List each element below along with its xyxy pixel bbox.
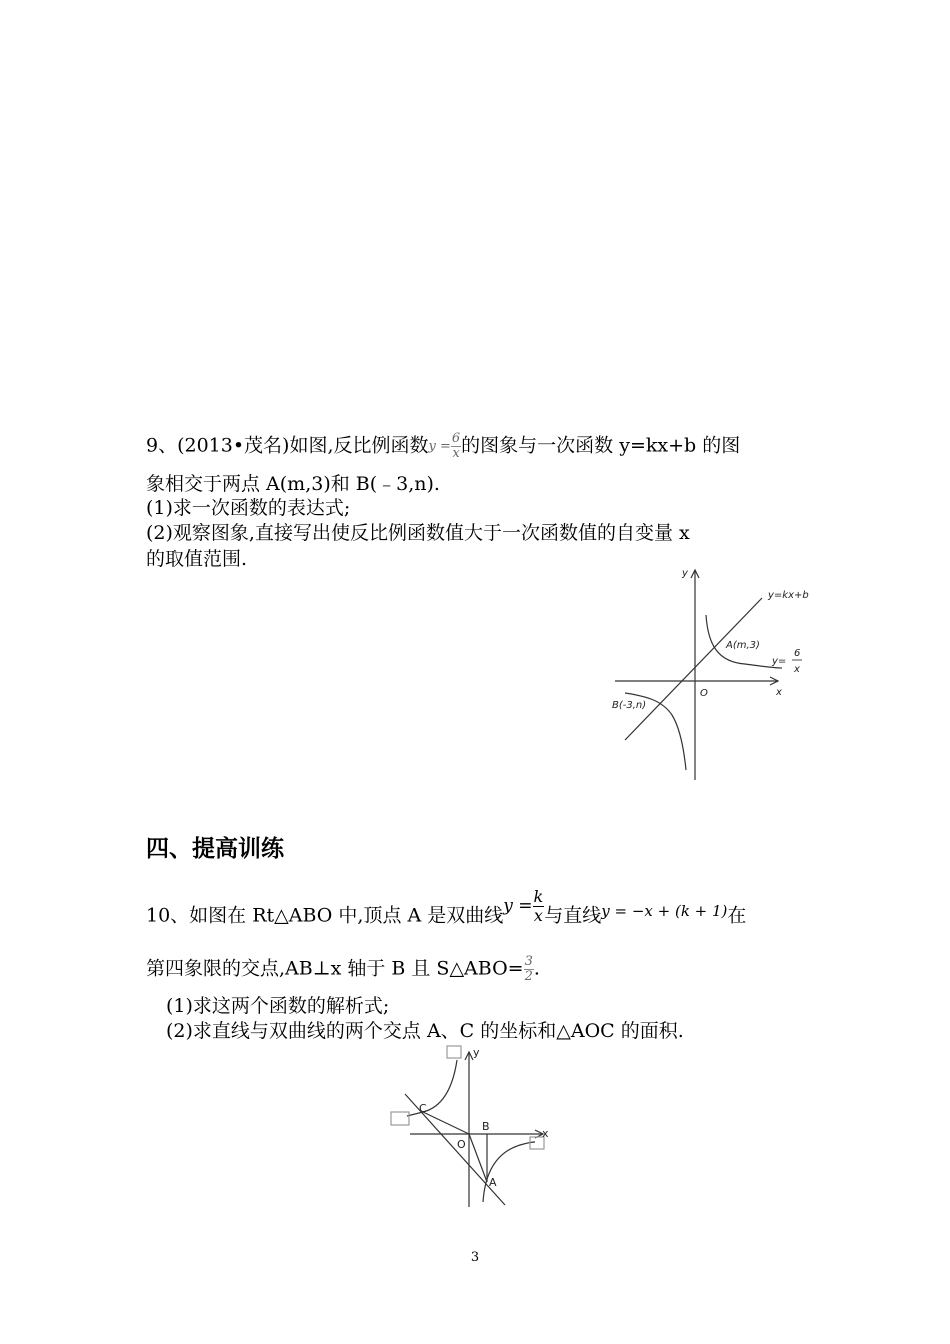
problem10-line3: (1)求这两个函数的解析式; [166, 995, 390, 1017]
figure9-curve-label-num: 6 [794, 648, 801, 659]
figure9-point-a-label: A(m,3) [726, 640, 760, 651]
figure10-hyperbola-q2 [407, 1060, 457, 1116]
figure10-b-label: B [482, 1120, 490, 1133]
page-number: 3 [470, 1250, 480, 1265]
figure10-a-label: A [489, 1176, 497, 1189]
figure10-c-label: C [419, 1102, 427, 1115]
figure10-box-left [391, 1112, 409, 1125]
problem9-line5: 的取值范围. [146, 548, 248, 570]
figure10-hyperbola-q4 [483, 1142, 535, 1202]
figure9-curve-label-den: x [794, 664, 800, 675]
problem9-line2: 象相交于两点 A(m,3)和 B(﹣3,n). [146, 473, 440, 495]
figure10-graph [385, 1042, 555, 1212]
figure10-x-label: x [542, 1127, 549, 1140]
figure9-x-label: x [776, 687, 782, 698]
hyperbola-formula: y = $\frac{k}{x}$ [503, 887, 544, 925]
figure9-graph [600, 560, 820, 785]
figure10-box-top [447, 1046, 461, 1058]
section-heading: 四、提高训练 [146, 836, 284, 862]
figure9-origin-label: O [700, 688, 708, 699]
figure10-origin-label: O [457, 1138, 466, 1151]
figure10-y-label: y [473, 1046, 480, 1059]
problem10-line1: 10、如图在 Rt△ABO 中,顶点 A 是双曲线y = $\frac{k}{x}$ 与直线y = −x + (k + 1)在 [146, 887, 747, 927]
figure9-y-label: y [682, 568, 688, 579]
inverse-function-formula: y = $\frac{6}{x}$ [428, 431, 461, 461]
figure10-segment-co [423, 1112, 469, 1134]
problem9-line4: (2)观察图象,直接写出使反比例函数值大于一次函数值的自变量 x [146, 522, 690, 544]
problem10-line4: (2)求直线与双曲线的两个交点 A、C 的坐标和△AOC 的面积. [166, 1020, 684, 1042]
area-fraction: $\frac{3}{2}$ [524, 954, 533, 984]
figure9-linear-function [625, 598, 762, 740]
problem10-line2: 第四象限的交点,AB⊥x 轴于 B 且 S△ABO= $\frac{3}{2}$ . [146, 954, 540, 984]
problem9-line3: (1)求一次函数的表达式; [146, 497, 351, 519]
problem9-line1: 9、(2013•茂名)如图,反比例函数y = $\frac{6}{x}$ 的图象与一次函数 y=kx+b 的图 [146, 431, 741, 461]
figure9-curve-label-lhs: y= [772, 656, 787, 667]
line-formula: y = −x + (k + 1) [601, 901, 728, 920]
figure9-point-b-label: B(-3,n) [612, 700, 647, 711]
figure9-line-label: y=kx+b [768, 590, 809, 601]
